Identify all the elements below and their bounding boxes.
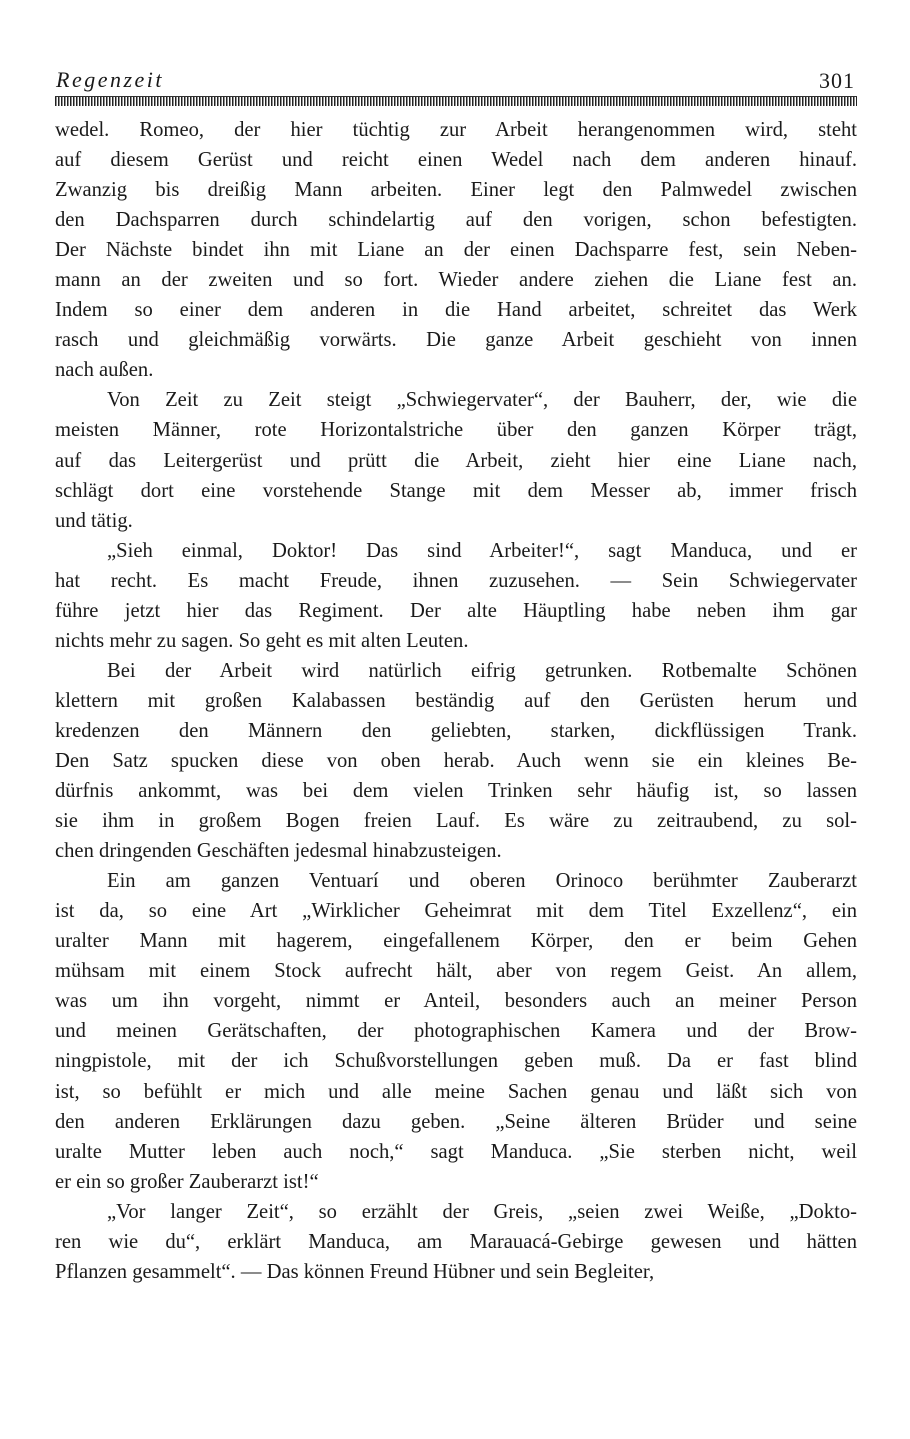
text-line: rasch und gleichmäßig vorwärts. Die ganze Arbeit geschieht von innen <box>55 329 857 352</box>
paragraph <box>55 1197 857 1287</box>
paragraph <box>55 115 857 385</box>
text-line: Der Nächste bindet ihn mit Liane an der einen Dachsparre fest, sein Neben- <box>55 239 857 262</box>
paragraph <box>55 866 857 1197</box>
text-line: was um ihn vorgeht, nimmt er Anteil, besonders auch an meiner Person <box>55 990 857 1013</box>
text-line: kredenzen den Männern den geliebten, starken, dickflüssigen Trank. <box>55 719 857 742</box>
text-line: Von Zeit zu Zeit steigt „Schwiegervater“, der Bauherr, der, wie die <box>107 389 857 412</box>
text-line: uralter Mann mit hagerem, eingefallenem Körper, den er beim Gehen <box>55 930 857 953</box>
text-line: auf diesem Gerüst und reicht einen Wedel nach dem anderen hinauf. <box>55 149 857 172</box>
text-line: mann an der zweiten und so fort. Wieder andere ziehen die Liane fest an. <box>55 269 857 292</box>
text-line: Zwanzig bis dreißig Mann arbeiten. Einer legt den Palmwedel zwischen <box>55 179 857 202</box>
paragraph <box>55 385 857 535</box>
text-line: Bei der Arbeit wird natürlich eifrig getrunken. Rotbemalte Schönen <box>107 659 857 682</box>
text-line: meisten Männer, rote Horizontalstriche über den ganzen Körper trägt, <box>55 419 857 442</box>
paragraph <box>55 536 857 656</box>
text-line: „Sieh einmal, Doktor! Das sind Arbeiter!“, sagt Manduca, und er <box>107 539 857 562</box>
text-line: ist, so befühlt er mich und alle meine Sachen genau und läßt sich von <box>55 1080 857 1103</box>
text-line: ist da, so eine Art „Wirklicher Geheimrat mit dem Titel Exzellenz“, ein <box>55 900 857 923</box>
page-number: 301 <box>819 68 855 93</box>
text-line: ren wie du“, erklärt Manduca, am Marauacá-Gebirge gewesen und hätten <box>55 1230 857 1253</box>
text-line: nichts mehr zu sagen. So geht es mit alten Leuten. <box>55 629 469 652</box>
text-line: er ein so großer Zauberarzt ist!“ <box>55 1170 319 1193</box>
text-line: führe jetzt hier das Regiment. Der alte Häuptling habe neben ihm gar <box>55 599 857 622</box>
text-line: und tätig. <box>55 509 133 532</box>
text-line: Den Satz spucken diese von oben herab. Auch wenn sie ein kleines Be- <box>55 749 857 772</box>
text-line: Indem so einer dem anderen in die Hand arbeitet, schreitet das Werk <box>55 299 857 322</box>
text-line: und meinen Gerätschaften, der photographischen Kamera und der Brow- <box>55 1020 857 1043</box>
text-line: schlägt dort eine vorstehende Stange mit dem Messer ab, immer frisch <box>55 479 857 502</box>
text-line: Ein am ganzen Ventuarí und oberen Orinoco berühmter Zauberarzt <box>107 870 857 893</box>
running-head-title: Regenzeit <box>56 67 165 92</box>
book-page <box>55 62 857 1287</box>
text-line: auf das Leitergerüst und prütt die Arbeit, zieht hier eine Liane nach, <box>55 449 857 472</box>
text-line: nach außen. <box>55 359 154 382</box>
paragraph <box>55 656 857 866</box>
text-line: den anderen Erklärungen dazu geben. „Seine älteren Brüder und seine <box>55 1110 857 1133</box>
body-text <box>55 115 857 1287</box>
text-line: hat recht. Es macht Freude, ihnen zuzusehen. — Sein Schwiegervater <box>55 569 857 592</box>
header-rule <box>55 96 857 106</box>
text-line: „Vor langer Zeit“, so erzählt der Greis, „seien zwei Weiße, „Dokto- <box>107 1200 857 1223</box>
text-line: sie ihm in großem Bogen freien Lauf. Es wäre zu zeitraubend, zu sol- <box>55 810 857 833</box>
running-head <box>55 62 857 96</box>
text-line: klettern mit großen Kalabassen beständig auf den Gerüsten herum und <box>55 689 857 712</box>
text-line: uralte Mutter leben auch noch,“ sagt Manduca. „Sie sterben nicht, weil <box>55 1140 857 1163</box>
text-line: ningpistole, mit der ich Schußvorstellungen geben muß. Da er fast blind <box>55 1050 857 1073</box>
text-line: dürfnis ankommt, was bei dem vielen Trinken sehr häufig ist, so lassen <box>55 780 857 803</box>
text-line: wedel. Romeo, der hier tüchtig zur Arbeit herangenommen wird, steht <box>55 119 857 141</box>
text-line: den Dachsparren durch schindelartig auf den vorigen, schon befestigten. <box>55 209 857 232</box>
text-line: Pflanzen gesammelt“. — Das können Freund Hübner und sein Begleiter, <box>55 1260 655 1283</box>
text-line: mühsam mit einem Stock aufrecht hält, aber von regem Geist. An allem, <box>55 960 857 983</box>
text-line: chen dringenden Geschäften jedesmal hinabzusteigen. <box>55 840 502 863</box>
